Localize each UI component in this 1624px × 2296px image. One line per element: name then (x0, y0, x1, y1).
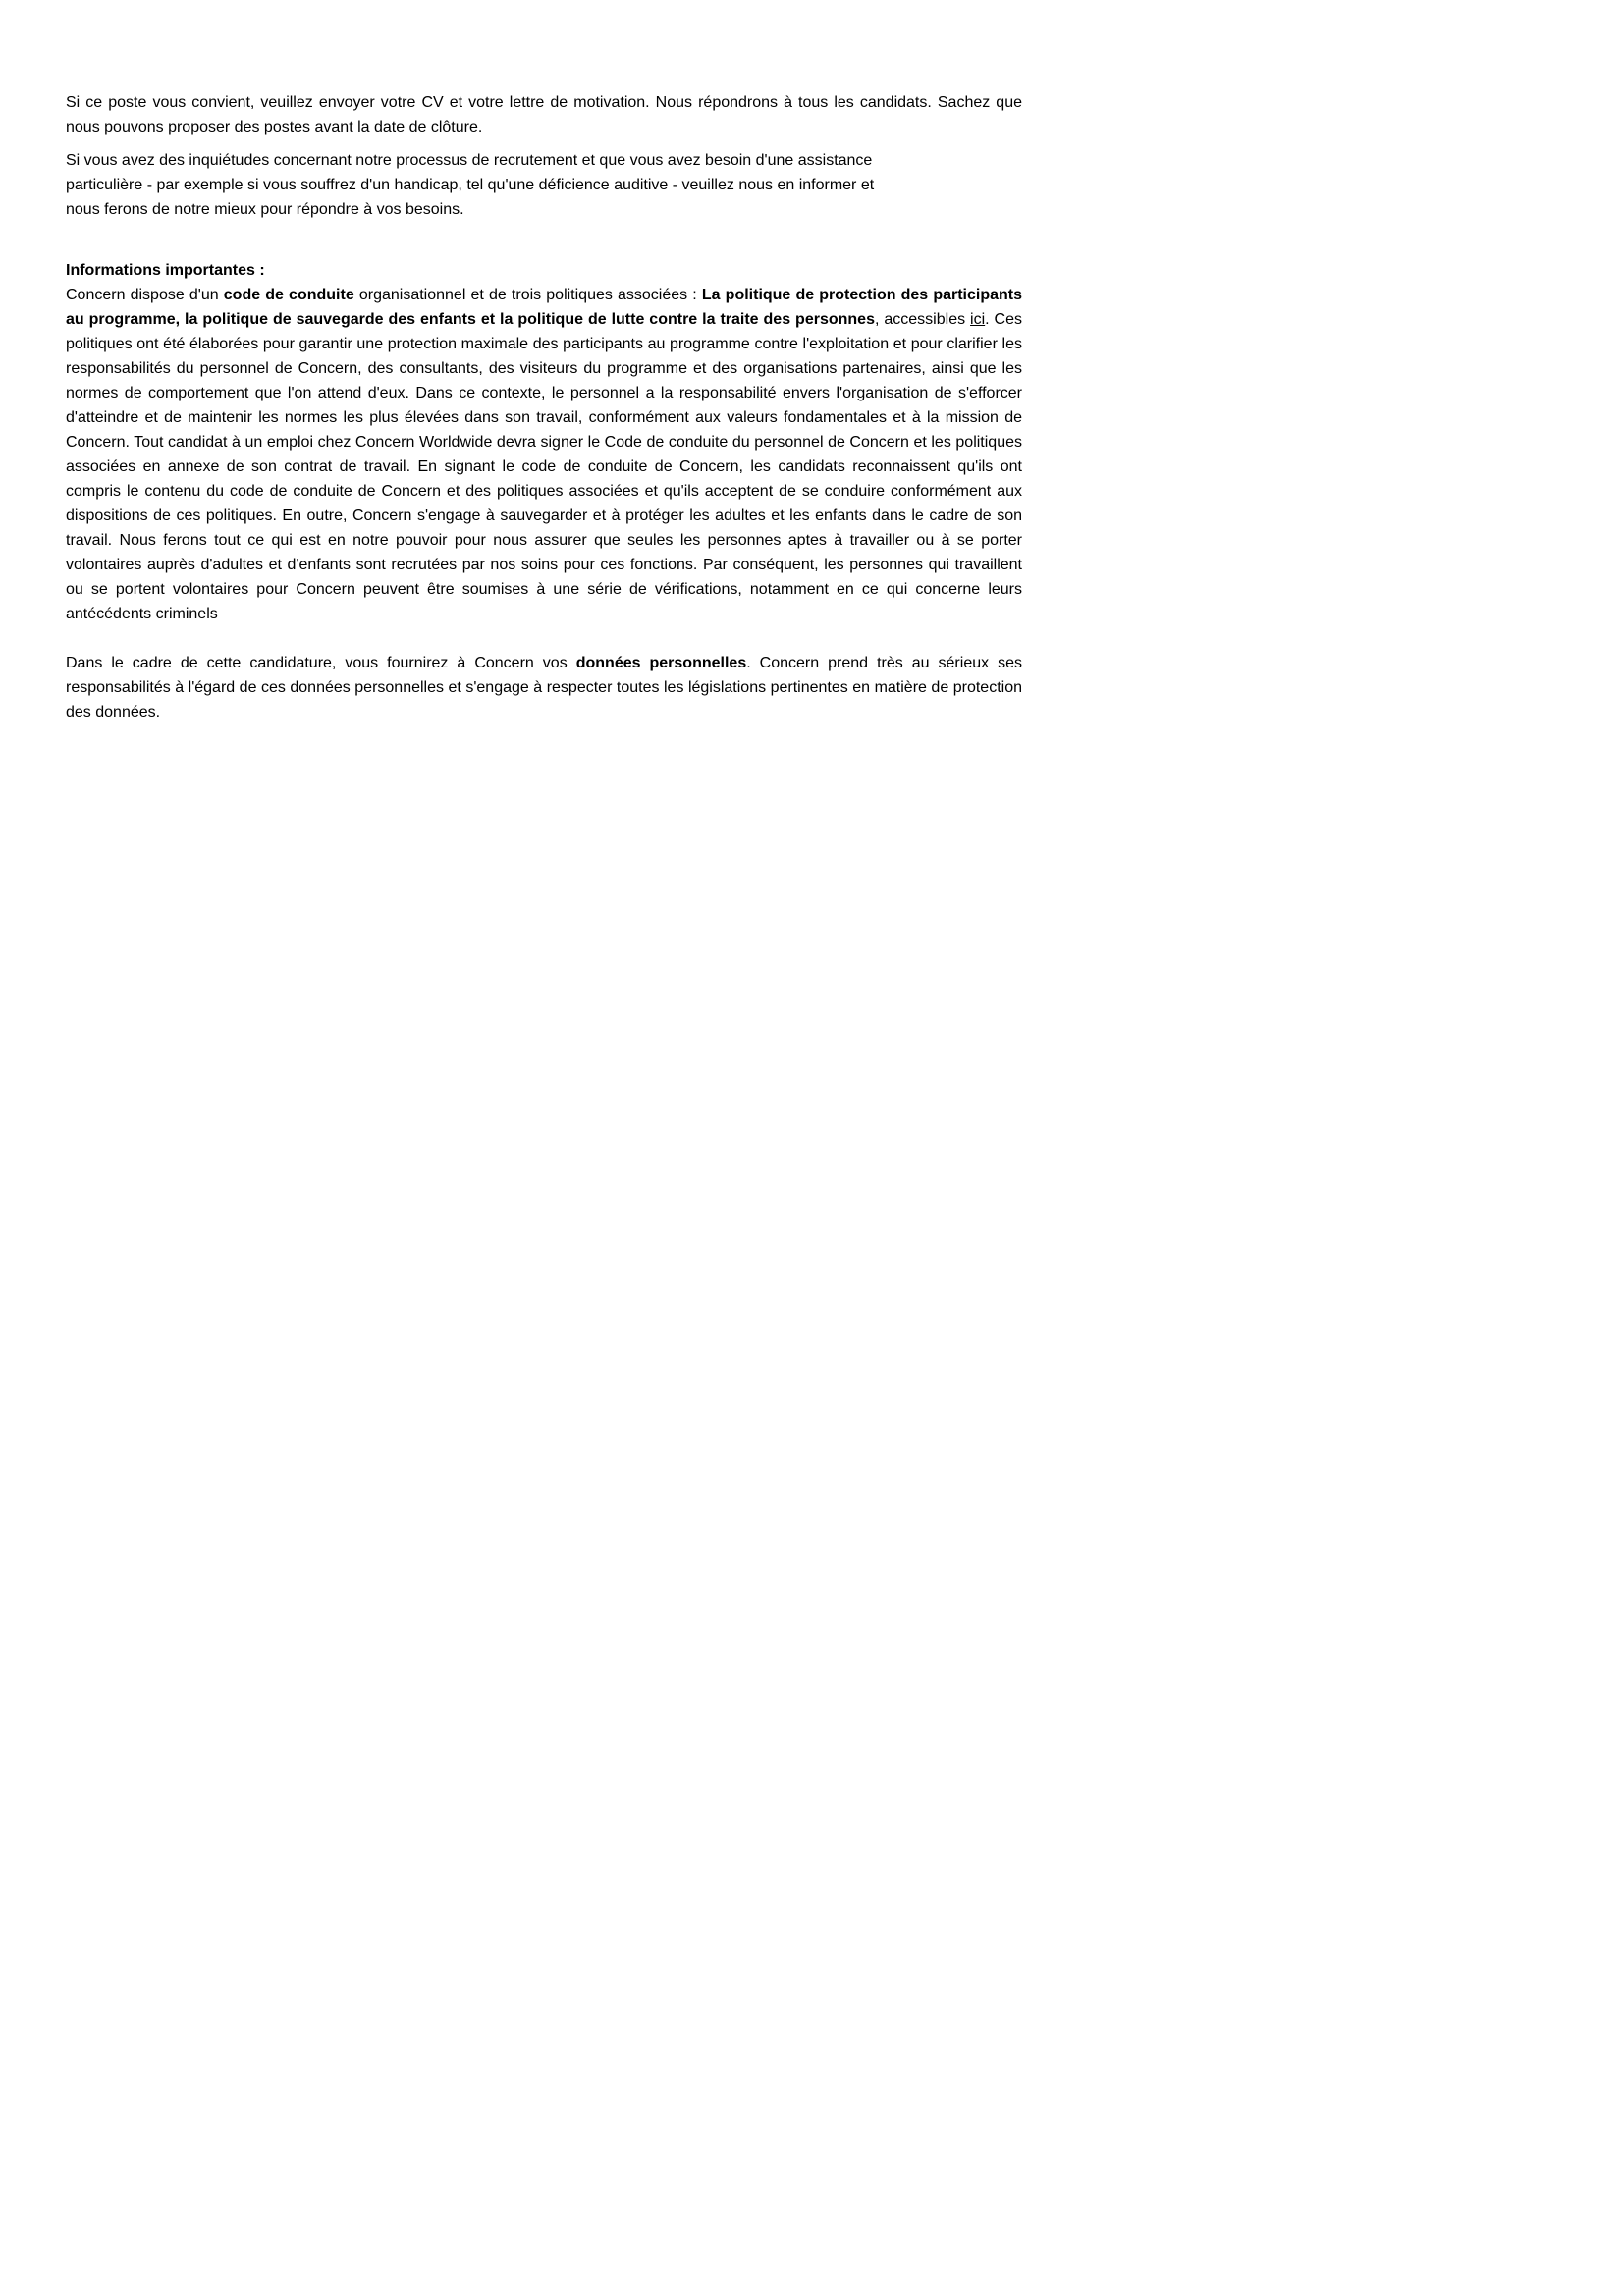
document-page (66, 90, 1022, 724)
policy-accessible: , accessibles (874, 311, 971, 328)
code-of-conduct-text: code de conduite (223, 287, 354, 303)
data-intro: Dans le cadre de cette candidature, vous fournirez à Concern vos (66, 655, 576, 671)
assistance-line: Si vous avez des inquiétudes concernant notre processus de recrutement et que vous avez besoin d'une assistance (66, 152, 873, 169)
policy-intro: Concern dispose d'un (66, 287, 224, 303)
assistance-paragraph (66, 148, 1022, 222)
assistance-line: particulière - par exemple si vous souffrez d'un handicap, tel qu'une déficience auditive - veuillez nous en informer et (66, 177, 875, 193)
personal-data-paragraph (66, 651, 1022, 724)
assistance-line: nous ferons de notre mieux pour répondre à vos besoins. (66, 201, 464, 218)
policy-mid: organisationnel et de trois politiques associées : (353, 287, 702, 303)
spacer (66, 222, 1022, 258)
important-info-heading: Informations importantes : (66, 262, 265, 279)
policies-link[interactable]: ici (970, 311, 986, 328)
spacer (66, 626, 1022, 651)
policies-list-text: La politique de protection des participants au programme, la politique de sauvegarde des enfants et la politique de lutte contre la traite des personnes (66, 287, 1023, 328)
data-rest: . Concern prend très au sérieux ses responsabilités à l'égard de ces données personnelles et s'engage à respecter toutes les législations pertinentes en matière de protection des données. (66, 655, 1023, 721)
personal-data-text: données personnelles (575, 655, 747, 671)
application-instructions-paragraph: Si ce poste vous convient, veuillez envoyer votre CV et votre lettre de motivation. Nous répondrons à tous les candidats. Sachez que nous pouvons proposer des postes avant la date de clôture. (66, 94, 1022, 135)
policy-rest: . Ces politiques ont été élaborées pour garantir une protection maximale des participants au programme contre l'exploitation et pour clarifier les responsabilités du personnel de Concern, des consultants, des visiteurs du programme et des organisations partenaires, ainsi que les normes de comportement que l'on attend d'eux. Dans ce contexte, le personnel a la responsabilité envers l'organisation de s'efforcer d'atteindre et de maintenir les normes les plus élevées dans son travail, conformément aux valeurs fondamentales et à la mission de Concern. Tout candidat à un emploi chez Concern Worldwide devra signer le Code de conduite du personnel de Concern et les politiques associées en annexe de son contrat de travail. En signant le code de conduite de Concern, les candidats reconnaissent qu'ils ont compris le contenu du code de conduite de Concern et des politiques associées et qu'ils acceptent de se conduire conformément aux dispositions de ces politiques. En outre, Concern s'engage à sauvegarder et à protéger les adultes et les enfants dans le cadre de son travail. Nous ferons tout ce qui est en notre pouvoir pour nous assurer que seules les personnes aptes à travailler ou à se porter volontaires auprès d'adultes et d'enfants sont recrutées par nos soins pour ces fonctions. Par conséquent, les personnes qui travaillent ou se portent volontaires pour Concern peuvent être soumises à une série de vérifications, notamment en ce qui concerne leurs antécédents criminels (66, 311, 1023, 622)
policy-paragraph (66, 283, 1022, 626)
